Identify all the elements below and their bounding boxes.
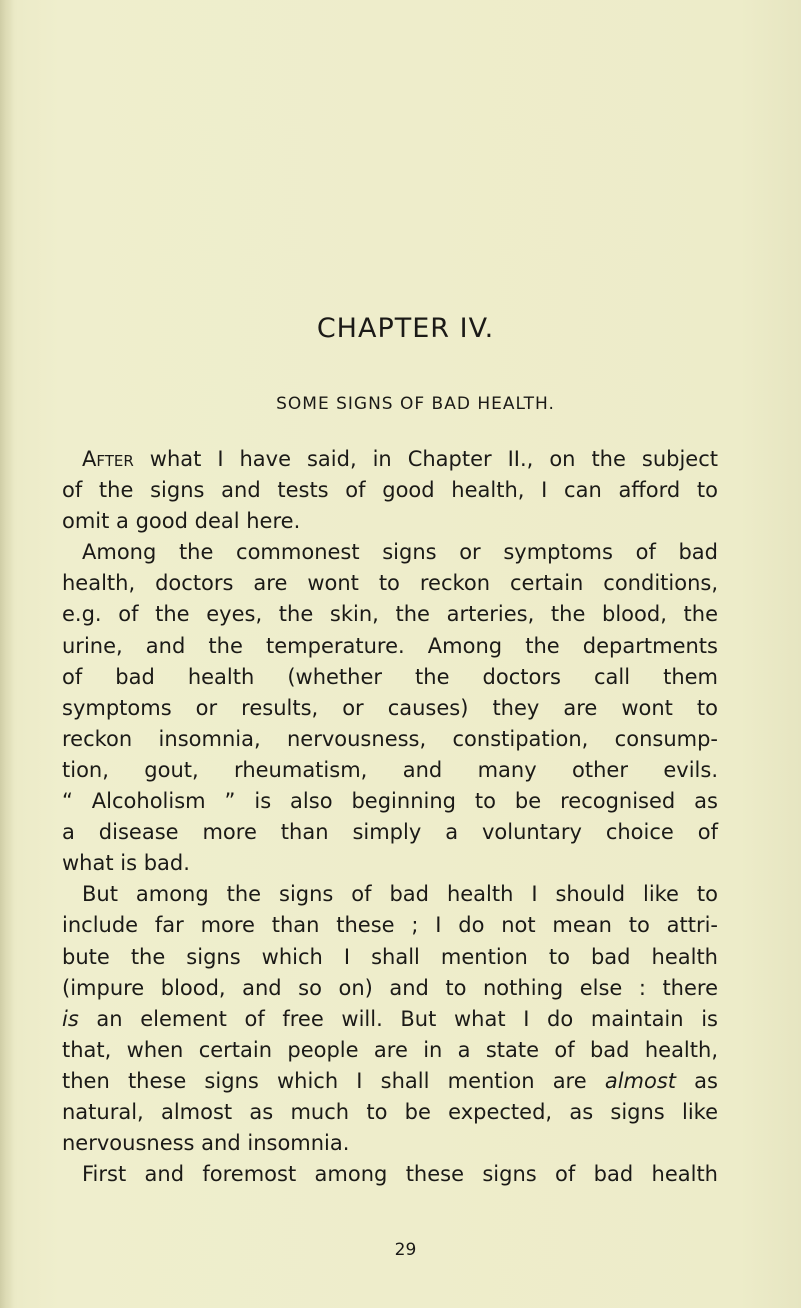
drop-word: After bbox=[82, 447, 134, 471]
chapter-subtitle: SOME SIGNS OF BAD HEALTH. bbox=[276, 394, 555, 414]
text-line: reckon insomnia, nervousness, constipation, consump- bbox=[62, 726, 718, 751]
text-line: e.g. of the eyes, the skin, the arteries, the blood, the bbox=[62, 602, 718, 627]
text-line: symptoms or results, or causes) they are wont to bbox=[62, 695, 718, 720]
text-line: of bad health (whether the doctors call them bbox=[62, 664, 718, 689]
chapter-body bbox=[62, 444, 718, 1190]
line-text: as bbox=[676, 1068, 718, 1093]
text-line: Among the commonest signs or symptoms of bad bbox=[82, 540, 718, 565]
text-line: of the signs and tests of good health, I can afford to bbox=[62, 478, 718, 503]
text-line: what is bad. bbox=[62, 851, 190, 876]
chapter-title: CHAPTER IV. bbox=[316, 313, 495, 344]
text-line: natural, almost as much to be expected, as signs like bbox=[62, 1099, 718, 1124]
text-line bbox=[62, 1004, 718, 1035]
text-line: But among the signs of bad health I should like to bbox=[82, 882, 718, 907]
text-line: First and foremost among these signs of bad health bbox=[82, 1162, 718, 1187]
text-line: urine, and the temperature. Among the departments bbox=[62, 633, 718, 658]
text-line: “ Alcoholism ” is also beginning to be recognised as bbox=[62, 789, 718, 814]
text-line: nervousness and insomnia. bbox=[62, 1131, 350, 1156]
emphasis-text: is bbox=[62, 1006, 79, 1031]
text-line: tion, gout, rheumatism, and many other evils. bbox=[62, 757, 718, 782]
page-edge-shadow bbox=[0, 0, 14, 1308]
text-line: (impure blood, and so on) and to nothing else : there bbox=[62, 975, 718, 1000]
text-line: that, when certain people are in a state of bad health, bbox=[62, 1037, 718, 1062]
page-number: 29 bbox=[394, 1240, 417, 1260]
text-line: bute the signs which I shall mention to bad health bbox=[62, 944, 718, 969]
emphasis-text: almost bbox=[604, 1068, 677, 1093]
text-line: include far more than these ; I do not mean to attri- bbox=[62, 913, 718, 938]
text-line bbox=[62, 444, 718, 475]
text-line bbox=[62, 1066, 718, 1097]
line-text: then these signs which I shall mention are bbox=[62, 1068, 605, 1093]
line-text: an element of free will. But what I do maintain is bbox=[78, 1006, 718, 1031]
text-line: a disease more than simply a voluntary choice of bbox=[62, 820, 718, 845]
line-text: what I have said, in Chapter II., on the subject bbox=[133, 447, 718, 471]
text-line: health, doctors are wont to reckon certain conditions, bbox=[62, 571, 718, 596]
text-line: omit a good deal here. bbox=[62, 509, 301, 534]
